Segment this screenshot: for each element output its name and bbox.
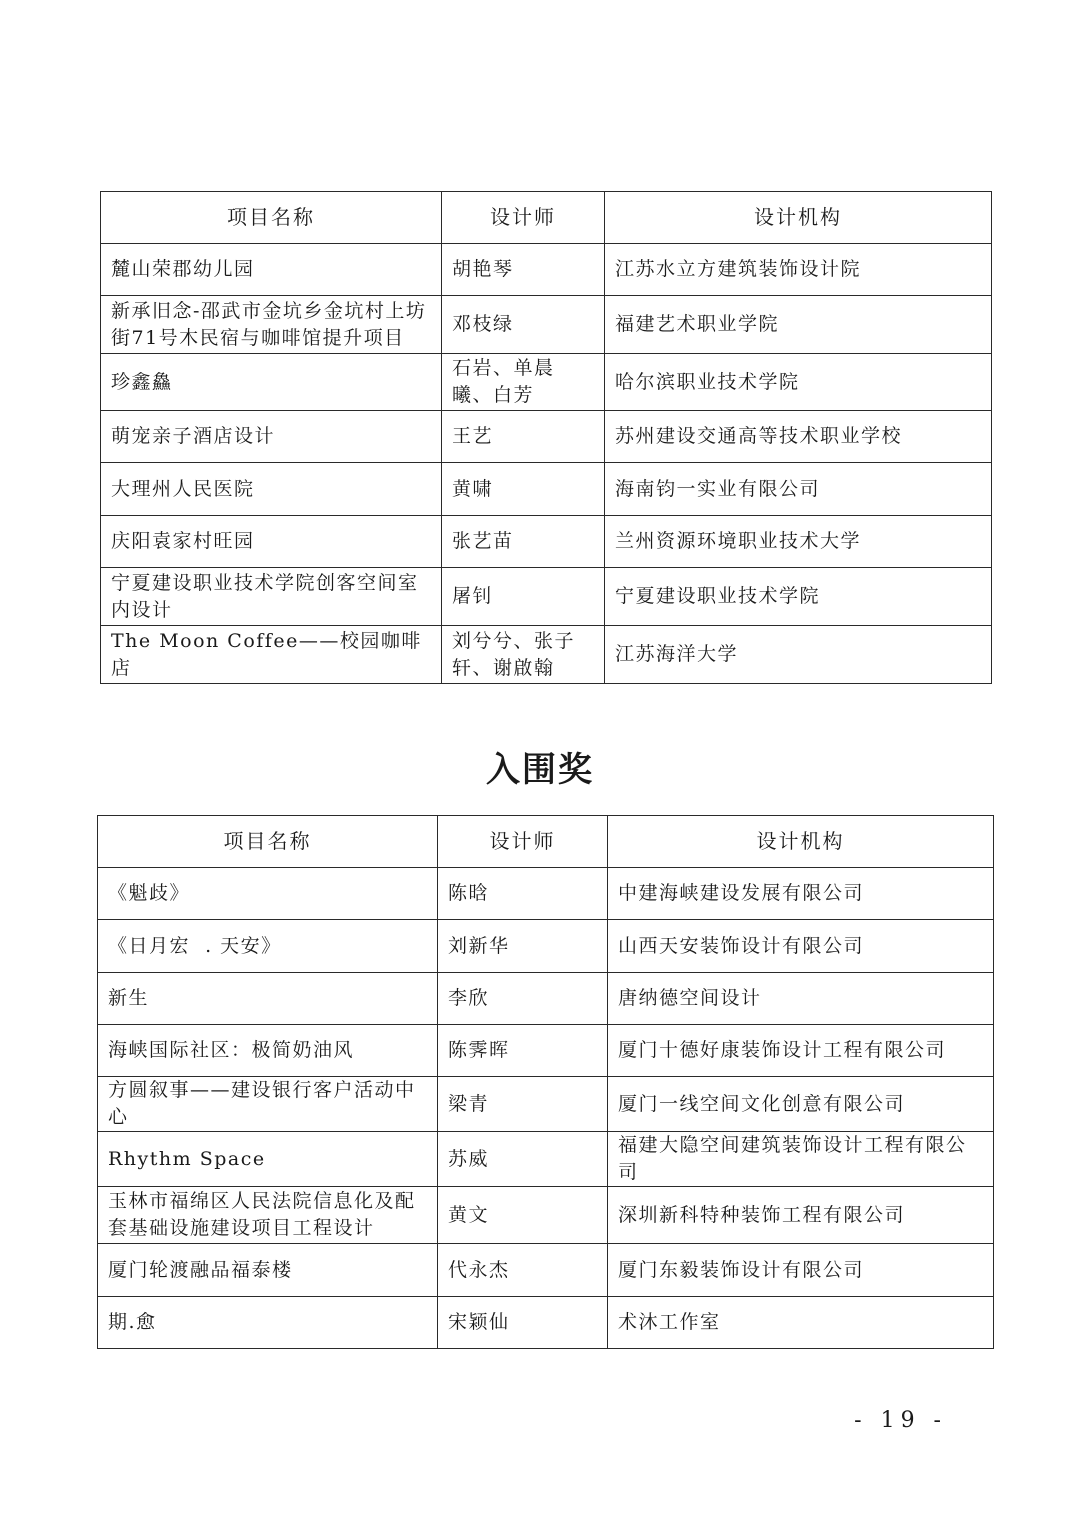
section-title: 入围奖 [486,750,594,790]
organization: 术沐工作室 [608,1297,994,1349]
designer: 张艺苗 [442,516,605,568]
table-header-row [101,192,992,244]
designer: 王艺 [442,411,605,463]
project-name: 《日月宏 . 天安》 [98,920,438,973]
organization: 福建艺术职业学院 [605,296,992,354]
designer: 苏威 [438,1132,608,1187]
project-name: 海峡国际社区：极简奶油风 [98,1025,438,1077]
project-name: 玉林市福绵区人民法院信息化及配套基础设施建设项目工程设计 [98,1187,438,1244]
table-row [98,973,994,1025]
project-name: 大理州人民医院 [101,463,442,516]
project-name: 新生 [98,973,438,1025]
designer: 邓枝绿 [442,296,605,354]
project-name: The Moon Coffee——校园咖啡店 [101,626,442,684]
table-row [98,920,994,973]
organization: 哈尔滨职业技术学院 [605,354,992,411]
designer: 李欣 [438,973,608,1025]
table-row [98,1025,994,1077]
organization: 厦门十德好康装饰设计工程有限公司 [608,1025,994,1077]
header-designer: 设计师 [438,816,608,868]
table-row [101,411,992,463]
project-name: 萌宠亲子酒店设计 [101,411,442,463]
table-row [101,568,992,626]
designer: 石岩、单晨曦、白芳 [442,354,605,411]
table-row [101,296,992,354]
organization: 山西天安装饰设计有限公司 [608,920,994,973]
page-number: - 19 - [854,1408,947,1433]
header-designer: 设计师 [442,192,605,244]
organization: 海南钧一实业有限公司 [605,463,992,516]
organization: 苏州建设交通高等技术职业学校 [605,411,992,463]
project-name: 珍鑫鱻 [101,354,442,411]
project-name: 宁夏建设职业技术学院创客空间室内设计 [101,568,442,626]
table-row [101,244,992,296]
organization: 江苏水立方建筑装饰设计院 [605,244,992,296]
table-row [101,354,992,411]
table-row [101,463,992,516]
organization: 中建海峡建设发展有限公司 [608,868,994,920]
shortlist-table [97,815,994,1349]
table-row [101,626,992,684]
designer: 屠钊 [442,568,605,626]
designer: 刘兮兮、张子轩、谢啟翰 [442,626,605,684]
header-organization: 设计机构 [605,192,992,244]
table-row [98,1077,994,1132]
organization: 宁夏建设职业技术学院 [605,568,992,626]
winners-table [100,191,992,684]
table-row [98,1297,994,1349]
organization: 江苏海洋大学 [605,626,992,684]
designer: 梁青 [438,1077,608,1132]
table-row [98,1187,994,1244]
organization: 福建大隐空间建筑装饰设计工程有限公司 [608,1132,994,1187]
table-header-row [98,816,994,868]
project-name: 新承旧念-邵武市金坑乡金坑村上坊街71号木民宿与咖啡馆提升项目 [101,296,442,354]
designer: 刘新华 [438,920,608,973]
project-name: 方圆叙事——建设银行客户活动中心 [98,1077,438,1132]
header-project-name: 项目名称 [98,816,438,868]
project-name: 期.愈 [98,1297,438,1349]
project-name: 厦门轮渡融品福泰楼 [98,1244,438,1297]
organization: 厦门东毅装饰设计有限公司 [608,1244,994,1297]
designer: 陈霁晖 [438,1025,608,1077]
table-row [98,1132,994,1187]
table-row [101,516,992,568]
project-name: Rhythm Space [98,1132,438,1187]
organization: 唐纳德空间设计 [608,973,994,1025]
organization: 兰州资源环境职业技术大学 [605,516,992,568]
table-row [98,1244,994,1297]
table-row [98,868,994,920]
designer: 黄文 [438,1187,608,1244]
organization: 厦门一线空间文化创意有限公司 [608,1077,994,1132]
designer: 黄啸 [442,463,605,516]
designer: 代永杰 [438,1244,608,1297]
project-name: 麓山荣郡幼儿园 [101,244,442,296]
project-name: 庆阳袁家村旺园 [101,516,442,568]
designer: 胡艳琴 [442,244,605,296]
project-name: 《魁歧》 [98,868,438,920]
designer: 宋颖仙 [438,1297,608,1349]
header-project-name: 项目名称 [101,192,442,244]
organization: 深圳新科特种装饰工程有限公司 [608,1187,994,1244]
header-organization: 设计机构 [608,816,994,868]
designer: 陈晗 [438,868,608,920]
